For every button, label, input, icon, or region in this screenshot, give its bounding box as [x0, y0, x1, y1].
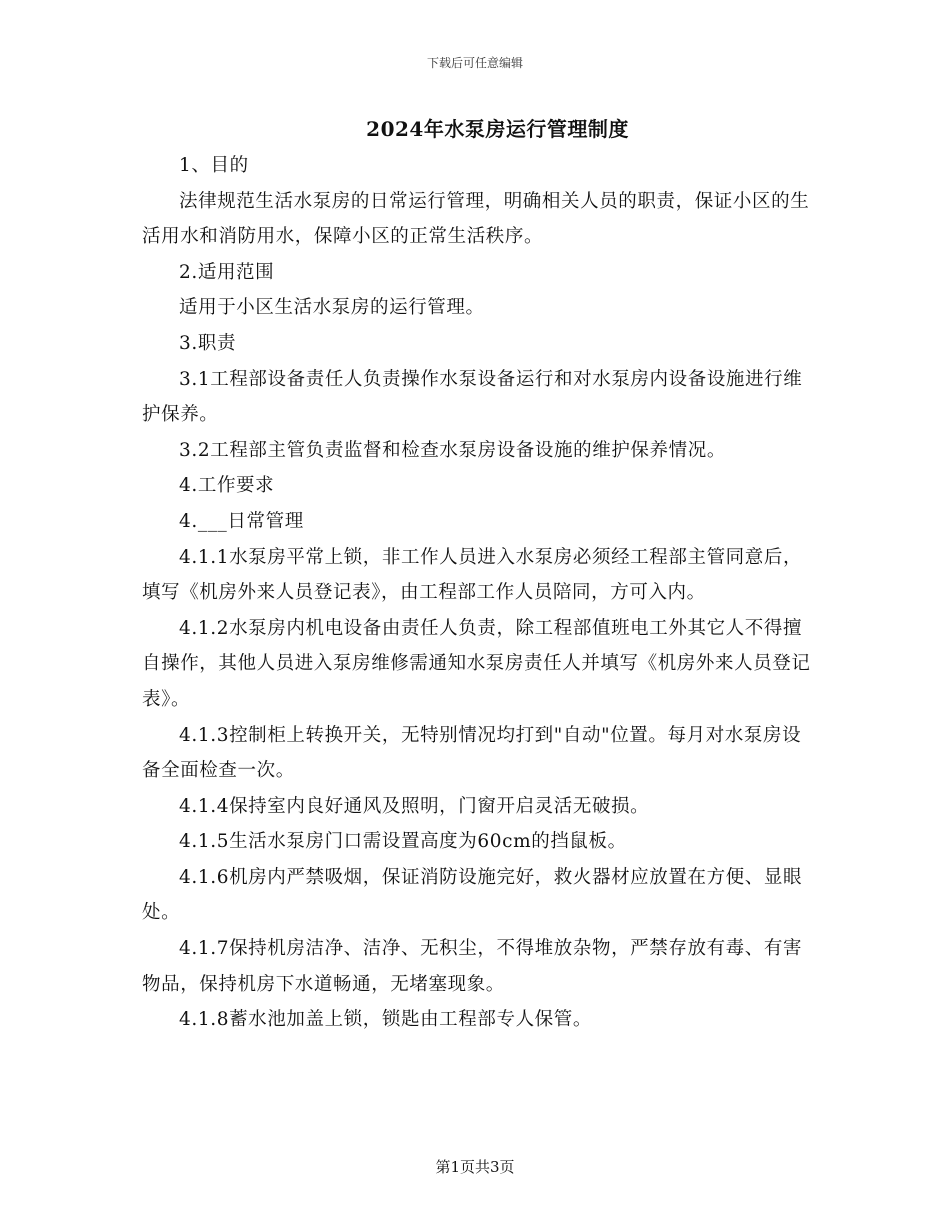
paragraph-duty-3-1: 3.1工程部设备责任人负责操作水泵设备运行和对水泵房内设备设施进行维护保养。 [142, 368, 803, 426]
paragraph-duties-heading: 3.职责 [179, 332, 237, 354]
paragraph-purpose-heading: 1、目的 [179, 155, 249, 176]
paragraph-purpose: 法律规范生活水泵房的日常运行管理，明确相关人员的职责，保证小区的生活用水和消防用水，保障小区的正常生活秩序。 [142, 190, 810, 248]
document-body [142, 148, 814, 1038]
paragraph-rule-4-1-7: 4.1.7保持机房洁净、洁净、无积尘，不得堆放杂物，严禁存放有毒、有害物品，保持机房下水道畅通，无堵塞现象。 [142, 938, 803, 995]
paragraph-rule-4-1-3: 4.1.3控制柜上转换开关，无特别情况均打到"自动"位置。每月对水泵房设备全面检查一次。 [142, 724, 802, 782]
paragraph-rule-4-1-4: 4.1.4保持室内良好通风及照明，门窗开启灵活无破损。 [179, 795, 650, 817]
header-note: 下载后可任意编辑 [426, 56, 523, 70]
paragraph-rule-4-1-8: 4.1.8蓄水池加盖上锁，锁匙由工程部专人保管。 [179, 1009, 592, 1031]
paragraph-rule-4-1-6: 4.1.6机房内严禁吸烟，保证消防设施完好，救火器材应放置在方便、显眼处。 [142, 866, 803, 924]
page-footer: 第1页共3页 [435, 1158, 515, 1176]
paragraph-requirements-heading: 4.工作要求 [179, 475, 275, 497]
paragraph-scope-heading: 2.适用范围 [179, 261, 275, 283]
paragraph-rule-4-1-2: 4.1.2水泵房内机电设备由责任人负责，除工程部值班电工外其它人不得擅自操作，其他人员进入泵房维修需通知水泵房责任人并填写《机房外来人员登记表》。 [142, 617, 811, 710]
paragraph-duty-3-2: 3.2工程部主管负责监督和检查水泵房设备设施的维护保养情况。 [179, 439, 726, 461]
paragraph-rule-4-1-1: 4.1.1水泵房平常上锁，非工作人员进入水泵房必须经工程部主管同意后，填写《机房外来人员登记表》，由工程部工作人员陪同，方可入内。 [142, 546, 803, 604]
document-title: 2024年水泵房运行管理制度 [366, 117, 629, 141]
paragraph-scope: 适用于小区生活水泵房的运行管理。 [179, 297, 485, 319]
paragraph-rule-4-1-5: 4.1.5生活水泵房门口需设置高度为60cm的挡鼠板。 [179, 831, 627, 853]
paragraph-daily-management-heading: 4.___日常管理 [179, 510, 304, 532]
